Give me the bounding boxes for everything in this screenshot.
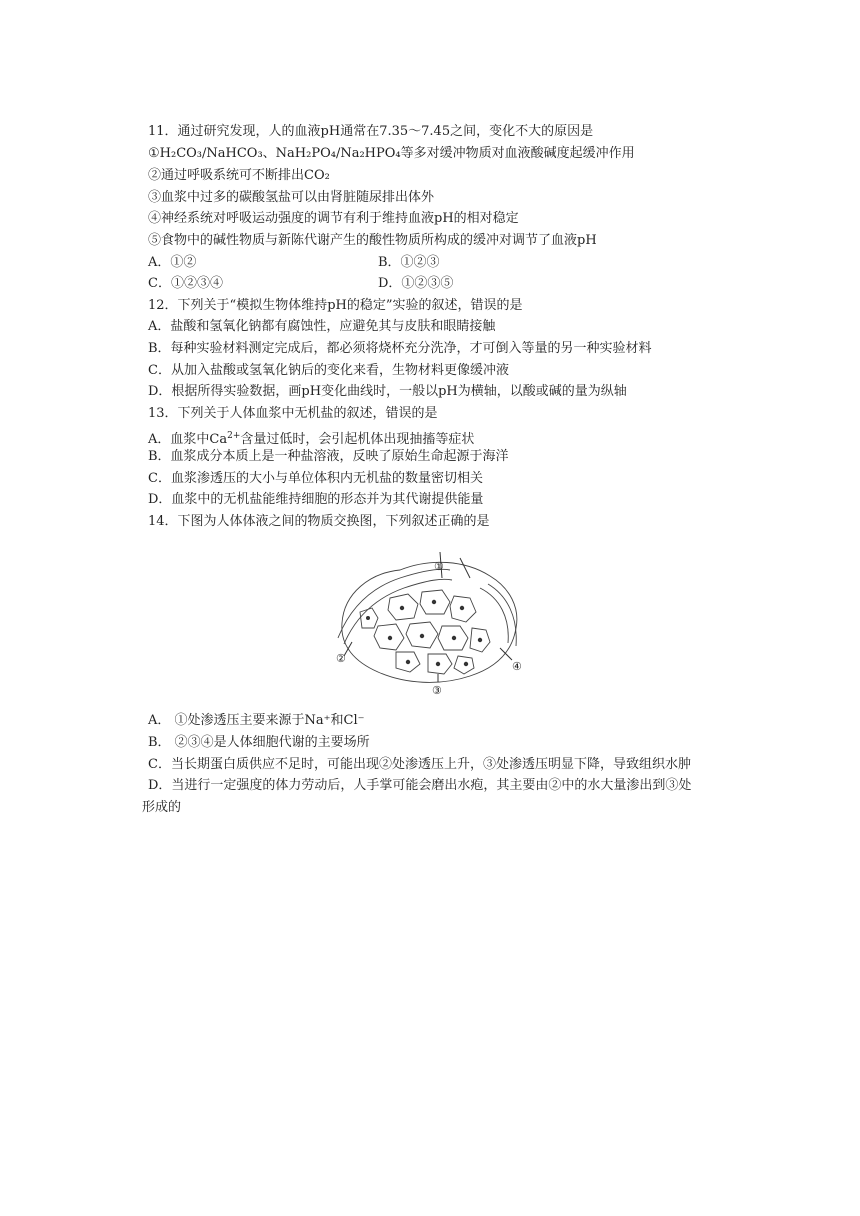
- q11-item-2: ②通过呼吸系统可不断排出CO₂: [148, 168, 330, 183]
- q11-option-c: C．①②③④: [148, 276, 223, 291]
- q13-option-a-post: 含量过低时，会引起机体出现抽搐等症状: [240, 432, 475, 447]
- figure-label-1: ①: [434, 560, 444, 573]
- q14-stem: 14．下图为人体体液之间的物质交换图，下列叙述正确的是: [148, 514, 490, 529]
- tissue-diagram-svg: [330, 548, 530, 698]
- q14-option-c: C．当长期蛋白质供应不足时，可能出现②处渗透压上升，③处渗透压明显下降，导致组织水肿: [148, 757, 691, 772]
- q14-option-a: A． ①处渗透压主要来源于Na⁺和Cl⁻: [148, 713, 365, 728]
- q13-option-a-superscript: 2+: [227, 431, 241, 441]
- figure-label-4: ④: [512, 660, 522, 673]
- figure-label-3: ③: [432, 684, 442, 697]
- q11-item-1: ①H₂CO₃/NaHCO₃、NaH₂PO₄/Na₂HPO₄等多对缓冲物质对血液酸碱度起缓冲作用: [148, 146, 635, 161]
- q12-option-d: D．根据所得实验数据，画pH变化曲线时，一般以pH为横轴，以酸或碱的量为纵轴: [148, 384, 627, 399]
- q12-stem: 12．下列关于“模拟生物体维持pH的稳定”实验的叙述，错误的是: [148, 298, 523, 313]
- q11-option-b: B．①②③: [378, 255, 440, 270]
- q12-option-b: B．每种实验材料测定完成后，都必须将烧杯充分洗净，才可倒入等量的另一种实验材料: [148, 341, 652, 356]
- q11-item-3: ③血浆中过多的碳酸氢盐可以由肾脏随尿排出体外: [148, 190, 435, 205]
- q11-option-a: A．①②: [148, 255, 197, 270]
- q11-item-4: ④神经系统对呼吸运动强度的调节有利于维持血液pH的相对稳定: [148, 211, 519, 226]
- q12-option-c: C．从加入盐酸或氢氧化钠后的变化来看，生物材料更像缓冲液: [148, 363, 509, 378]
- q11-option-d: D．①②③⑤: [378, 276, 454, 291]
- q11-stem: 11．通过研究发现，人的血液pH通常在7.35～7.45之间，变化不大的原因是: [148, 124, 594, 139]
- q13-stem: 13．下列关于人体血浆中无机盐的叙述，错误的是: [148, 406, 438, 421]
- q14-option-b: B． ②③④是人体细胞代谢的主要场所: [148, 735, 370, 750]
- q13-option-a-pre: A．血浆中Ca: [148, 432, 228, 447]
- q11-item-5: ⑤食物中的碱性物质与新陈代谢产生的酸性物质所构成的缓冲对调节了血液pH: [148, 233, 597, 248]
- figure-label-2: ②: [336, 652, 346, 665]
- q12-option-a: A．盐酸和氢氧化钠都有腐蚀性，应避免其与皮肤和眼睛接触: [148, 319, 496, 334]
- body-fluid-exchange-figure: [330, 548, 530, 698]
- q14-option-d-line2: 形成的: [142, 800, 182, 815]
- q14-option-d-line1: D．当进行一定强度的体力劳动后，人手掌可能会磨出水疱，其主要由②中的水大量渗出到③处: [148, 778, 692, 793]
- q13-option-d: D．血浆中的无机盐能维持细胞的形态并为其代谢提供能量: [148, 492, 484, 507]
- q13-option-c: C．血浆渗透压的大小与单位体积内无机盐的数量密切相关: [148, 471, 483, 486]
- q13-option-a: [148, 427, 748, 449]
- q13-option-b: B．血浆成分本质上是一种盐溶液，反映了原始生命起源于海洋: [148, 449, 509, 464]
